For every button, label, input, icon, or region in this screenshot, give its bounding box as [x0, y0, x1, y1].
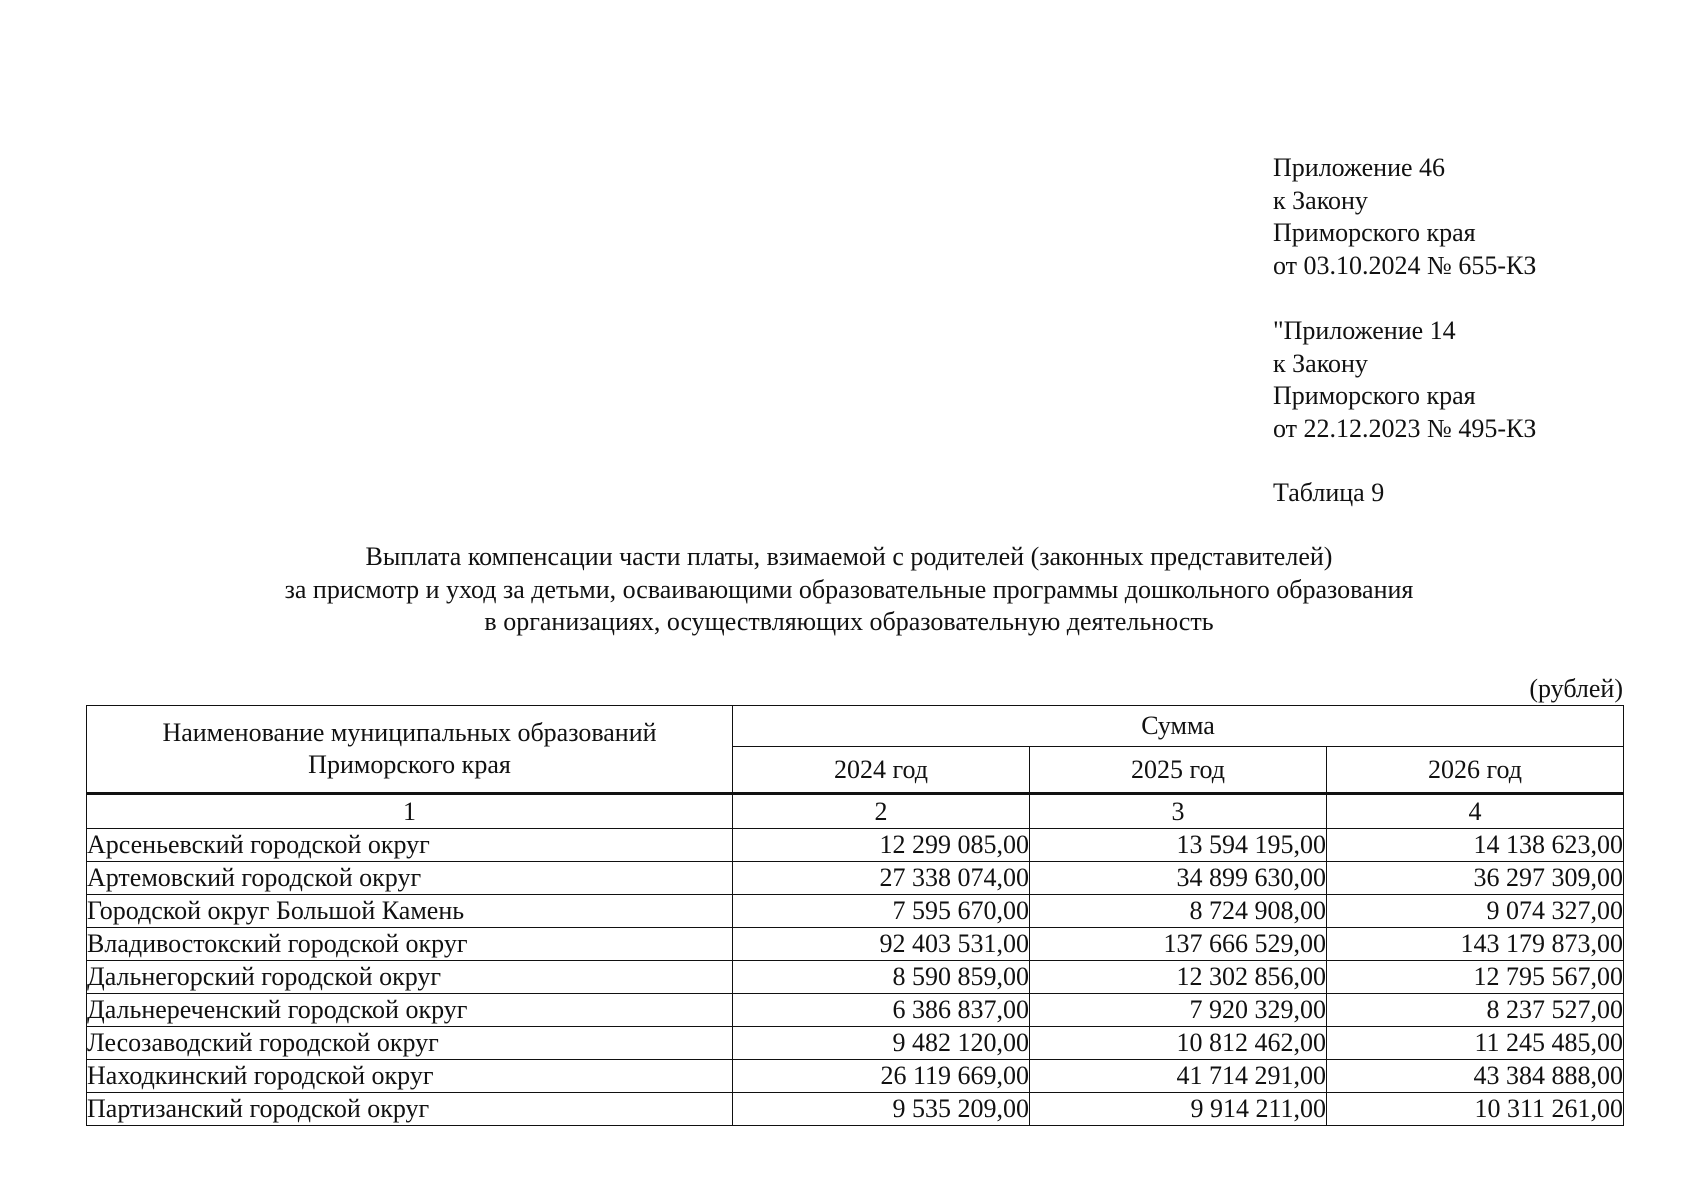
- table-row: [87, 928, 1624, 961]
- amount-2026: 36 297 309,00: [1327, 862, 1624, 895]
- amount-2024: 9 535 209,00: [733, 1093, 1030, 1126]
- table-row: [87, 895, 1624, 928]
- annex-current-line-3: Приморского края: [1273, 218, 1476, 247]
- municipality-name: Партизанский городской округ: [87, 1093, 733, 1126]
- amount-2026: 8 237 527,00: [1327, 994, 1624, 1027]
- header-sum: Сумма: [733, 706, 1624, 747]
- header-year-2024: 2024 год: [733, 747, 1030, 794]
- amount-2026: 43 384 888,00: [1327, 1060, 1624, 1093]
- compensation-table: [86, 705, 1624, 1126]
- table-row: [87, 829, 1624, 862]
- amount-2024: 7 595 670,00: [733, 895, 1030, 928]
- municipality-name: Артемовский городской округ: [87, 862, 733, 895]
- header-year-2026: 2026 год: [1327, 747, 1624, 794]
- amount-2026: 11 245 485,00: [1327, 1027, 1624, 1060]
- column-number-2: 2: [733, 794, 1030, 829]
- amount-2024: 26 119 669,00: [733, 1060, 1030, 1093]
- amount-2025: 8 724 908,00: [1030, 895, 1327, 928]
- amount-2026: 14 138 623,00: [1327, 829, 1624, 862]
- column-number-row: [87, 794, 1624, 829]
- municipality-name: Арсеньевский городской округ: [87, 829, 733, 862]
- table-number: Таблица 9: [1273, 478, 1385, 507]
- annex-original-block: [1273, 315, 1536, 445]
- annex-original-line-4: от 22.12.2023 № 495-КЗ: [1273, 413, 1537, 443]
- amount-2024: 9 482 120,00: [733, 1027, 1030, 1060]
- annex-original-line-2: к Закону: [1273, 348, 1368, 378]
- table-row: [87, 1060, 1624, 1093]
- amount-2024: 92 403 531,00: [733, 928, 1030, 961]
- municipality-name: Владивостокский городской округ: [87, 928, 733, 961]
- amount-2026: 10 311 261,00: [1327, 1093, 1624, 1126]
- amount-2025: 34 899 630,00: [1030, 862, 1327, 895]
- municipality-name: Дальнереченский городской округ: [87, 994, 733, 1027]
- amount-2025: 10 812 462,00: [1030, 1027, 1327, 1060]
- title-line-2: за присмотр и уход за детьми, осваивающими образовательные программы дошкольного образования: [284, 574, 1414, 604]
- title-line-3: в организациях, осуществляющих образовательную деятельность: [484, 607, 1214, 636]
- amount-2025: 12 302 856,00: [1030, 961, 1327, 994]
- amount-2025: 9 914 211,00: [1030, 1093, 1327, 1126]
- amount-2026: 143 179 873,00: [1327, 928, 1624, 961]
- annex-current-line-1: Приложение 46: [1273, 153, 1446, 182]
- table-row: [87, 1027, 1624, 1060]
- amount-2026: 9 074 327,00: [1327, 895, 1624, 928]
- header-year-2025: 2025 год: [1030, 747, 1327, 794]
- amount-2025: 13 594 195,00: [1030, 829, 1327, 862]
- units-label: (рублей): [1529, 674, 1623, 703]
- header-municipality: Наименование муниципальных образований Приморского края: [87, 706, 733, 794]
- amount-2024: 27 338 074,00: [733, 862, 1030, 895]
- annex-current-line-4: от 03.10.2024 № 655-КЗ: [1273, 250, 1537, 280]
- annex-current-line-2: к Закону: [1273, 185, 1368, 215]
- table-row: [87, 961, 1624, 994]
- annex-original-line-3: Приморского края: [1273, 381, 1476, 410]
- amount-2025: 137 666 529,00: [1030, 928, 1327, 961]
- table-header-row: [87, 706, 1624, 747]
- amount-2024: 6 386 837,00: [733, 994, 1030, 1027]
- amount-2024: 8 590 859,00: [733, 961, 1030, 994]
- title-line-1: Выплата компенсации части платы, взимаемой с родителей (законных представителей): [365, 542, 1333, 571]
- annex-original-line-1: "Приложение 14: [1273, 316, 1456, 345]
- column-number-4: 4: [1327, 794, 1624, 829]
- table-row: [87, 994, 1624, 1027]
- table-row: [87, 1093, 1624, 1126]
- municipality-name: Лесозаводский городской округ: [87, 1027, 733, 1060]
- amount-2025: 41 714 291,00: [1030, 1060, 1327, 1093]
- municipality-name: Городской округ Большой Камень: [87, 895, 733, 928]
- municipality-name: Дальнегорский городской округ: [87, 961, 733, 994]
- column-number-1: 1: [87, 794, 733, 829]
- municipality-name: Находкинский городской округ: [87, 1060, 733, 1093]
- annex-current-block: [1273, 152, 1536, 282]
- amount-2025: 7 920 329,00: [1030, 994, 1327, 1027]
- column-number-3: 3: [1030, 794, 1327, 829]
- table-row: [87, 862, 1624, 895]
- amount-2024: 12 299 085,00: [733, 829, 1030, 862]
- document-title: [0, 541, 1698, 639]
- amount-2026: 12 795 567,00: [1327, 961, 1624, 994]
